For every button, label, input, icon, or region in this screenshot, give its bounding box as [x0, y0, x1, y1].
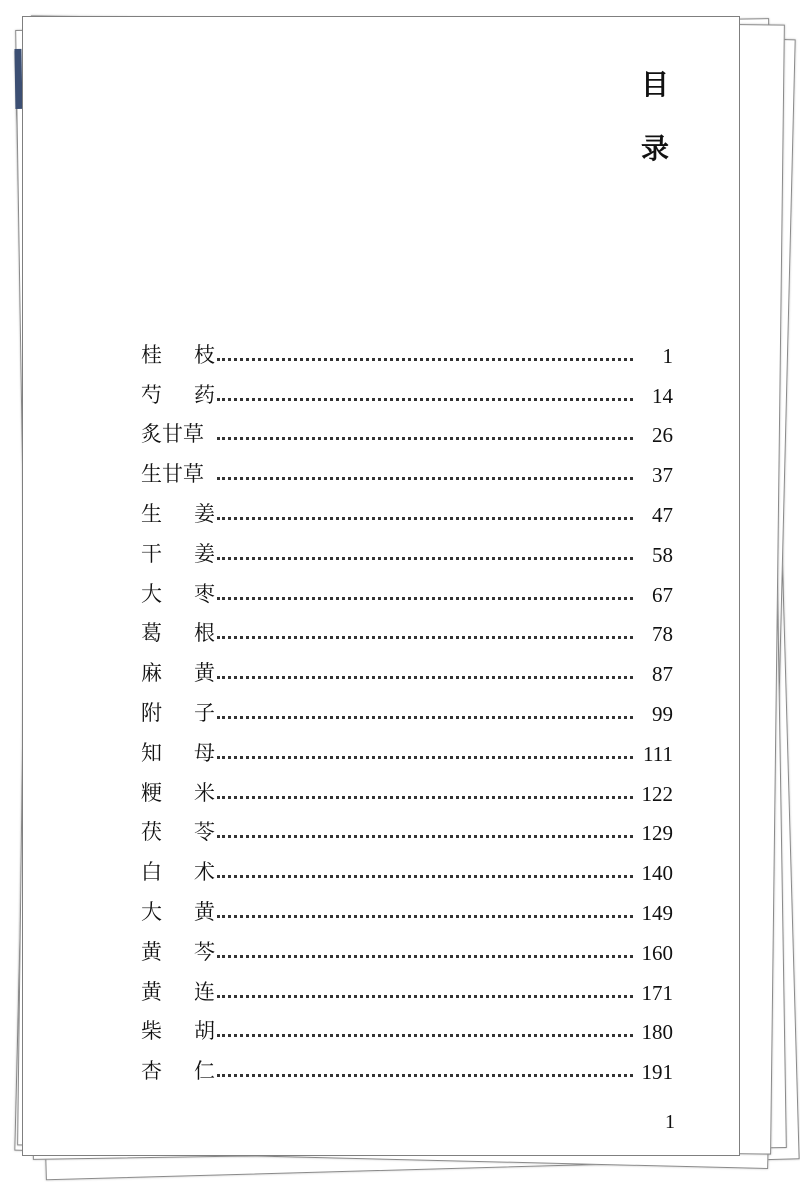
toc-entry-title-part: 子	[194, 700, 215, 725]
dot-leader	[217, 796, 633, 799]
title-char: 目	[640, 68, 669, 101]
dot-leader	[217, 835, 633, 838]
toc-entry-title-part: 枣	[194, 581, 215, 606]
toc-entry[interactable]	[141, 528, 673, 568]
dot-leader	[217, 915, 633, 918]
toc-entry-title-part: 大	[141, 899, 162, 924]
toc-entry-title	[141, 896, 215, 926]
toc-entry-title-part: 粳	[141, 780, 162, 805]
page-number: 1	[665, 1111, 675, 1133]
toc-entry-page: 1	[662, 343, 673, 368]
dot-leader	[217, 955, 633, 958]
toc-entry-title	[141, 339, 215, 369]
dot-leader	[217, 358, 633, 361]
toc-entry-title-part: 米	[194, 780, 215, 805]
toc-entry-title-part: 干	[141, 541, 162, 566]
toc-entry-title-part: 炙甘草	[141, 422, 204, 447]
toc-entry-title-part: 知	[141, 740, 162, 765]
toc-entry-title-part: 枝	[194, 342, 215, 367]
toc-entry-page: 99	[652, 701, 673, 726]
toc-entry-title-part: 胡	[194, 1019, 215, 1044]
toc-entry[interactable]	[141, 608, 673, 648]
toc-entry[interactable]	[141, 687, 673, 727]
toc-entry-title	[141, 856, 215, 886]
toc-entry-title	[141, 498, 215, 528]
toc-entry-title-part: 姜	[194, 501, 215, 526]
toc-entry-page: 111	[643, 741, 673, 766]
dot-leader	[217, 398, 633, 401]
toc-entry-page: 129	[641, 821, 673, 846]
toc-entry-title-part: 生甘草	[141, 462, 204, 487]
toc-entry-page: 58	[652, 542, 673, 567]
contents-page	[22, 16, 740, 1156]
dot-leader	[217, 597, 633, 600]
toc-entry-page: 47	[652, 502, 673, 527]
toc-entry-title	[141, 1015, 215, 1045]
toc-entry-title	[141, 1055, 215, 1085]
toc-entry-title-part: 黄	[194, 661, 215, 686]
toc-entry-page: 122	[641, 781, 673, 806]
toc-entry-title-part: 大	[141, 581, 162, 606]
toc-entry[interactable]	[141, 926, 673, 966]
toc-entry-title	[141, 578, 215, 608]
toc-entry-title-part: 葛	[141, 621, 162, 646]
toc-entry[interactable]	[141, 727, 673, 767]
toc-entry-title-part: 根	[194, 621, 215, 646]
toc-entry-title-part: 茯	[141, 820, 162, 845]
dot-leader	[217, 676, 633, 679]
toc-entry-title-part: 杏	[141, 1059, 162, 1084]
toc-entry-title	[141, 697, 215, 727]
toc-entry[interactable]	[141, 966, 673, 1006]
toc-entry-title	[141, 538, 215, 568]
toc-entry-title	[141, 777, 215, 807]
toc-entry-title-part: 麻	[141, 661, 162, 686]
toc-entry-page: 180	[641, 1020, 673, 1045]
toc-entry-page: 26	[652, 423, 673, 448]
toc-entry[interactable]	[141, 568, 673, 608]
dot-leader	[217, 517, 633, 520]
toc-entry-title-part: 附	[141, 700, 162, 725]
dot-leader	[217, 1074, 633, 1077]
toc-entry[interactable]	[141, 886, 673, 926]
toc-entry-page: 160	[641, 940, 673, 965]
toc-entry[interactable]	[141, 647, 673, 687]
toc-entry-page: 149	[641, 900, 673, 925]
toc-entry-title-part: 柴	[141, 1019, 162, 1044]
toc-entry[interactable]	[141, 767, 673, 807]
toc-entry-title	[141, 936, 215, 966]
dot-leader	[217, 477, 633, 480]
dot-leader	[217, 1034, 633, 1037]
dot-leader	[217, 636, 633, 639]
dot-leader	[217, 756, 633, 759]
toc-entry-title-part: 桂	[141, 342, 162, 367]
toc-entry[interactable]	[141, 1045, 673, 1085]
toc-entry-title-part: 连	[194, 979, 215, 1004]
toc-entry-title	[141, 458, 215, 488]
toc-entry-title-part: 苓	[194, 820, 215, 845]
toc-entry[interactable]	[141, 409, 673, 449]
table-of-contents	[141, 329, 673, 1085]
toc-entry-page: 14	[652, 383, 673, 408]
toc-entry-page: 37	[652, 463, 673, 488]
dot-leader	[217, 557, 633, 560]
toc-entry[interactable]	[141, 369, 673, 409]
dot-leader	[217, 875, 633, 878]
dot-leader	[217, 995, 633, 998]
toc-entry[interactable]	[141, 846, 673, 886]
toc-entry-title-part: 芩	[194, 939, 215, 964]
page-title	[635, 53, 675, 181]
toc-entry-title-part: 术	[194, 860, 215, 885]
dot-leader	[217, 437, 633, 440]
toc-entry-title	[141, 737, 215, 767]
toc-entry-title	[141, 976, 215, 1006]
toc-entry-page: 191	[641, 1060, 673, 1085]
toc-entry-title-part: 黄	[141, 939, 162, 964]
toc-entry-title-part: 母	[194, 740, 215, 765]
toc-entry[interactable]	[141, 488, 673, 528]
toc-entry-title-part: 生	[141, 501, 162, 526]
toc-entry-title-part: 芍	[141, 382, 162, 407]
toc-entry-title	[141, 617, 215, 647]
toc-entry-page: 87	[652, 662, 673, 687]
toc-entry-title	[141, 379, 215, 409]
dot-leader	[217, 716, 633, 719]
toc-entry-page: 67	[652, 582, 673, 607]
toc-entry[interactable]	[141, 329, 673, 369]
toc-entry-page: 78	[652, 622, 673, 647]
toc-entry-title-part: 黄	[194, 899, 215, 924]
toc-entry[interactable]	[141, 807, 673, 847]
toc-entry-title	[141, 816, 215, 846]
toc-entry-page: 171	[641, 980, 673, 1005]
toc-entry-page: 140	[641, 861, 673, 886]
toc-entry[interactable]	[141, 448, 673, 488]
toc-entry-title-part: 白	[141, 860, 162, 885]
title-char: 录	[640, 132, 669, 165]
toc-entry-title-part: 仁	[194, 1059, 215, 1084]
toc-entry[interactable]	[141, 1006, 673, 1046]
toc-entry-title	[141, 418, 215, 448]
toc-entry-title	[141, 657, 215, 687]
toc-entry-title-part: 黄	[141, 979, 162, 1004]
toc-entry-title-part: 姜	[194, 541, 215, 566]
toc-entry-title-part: 药	[194, 382, 215, 407]
